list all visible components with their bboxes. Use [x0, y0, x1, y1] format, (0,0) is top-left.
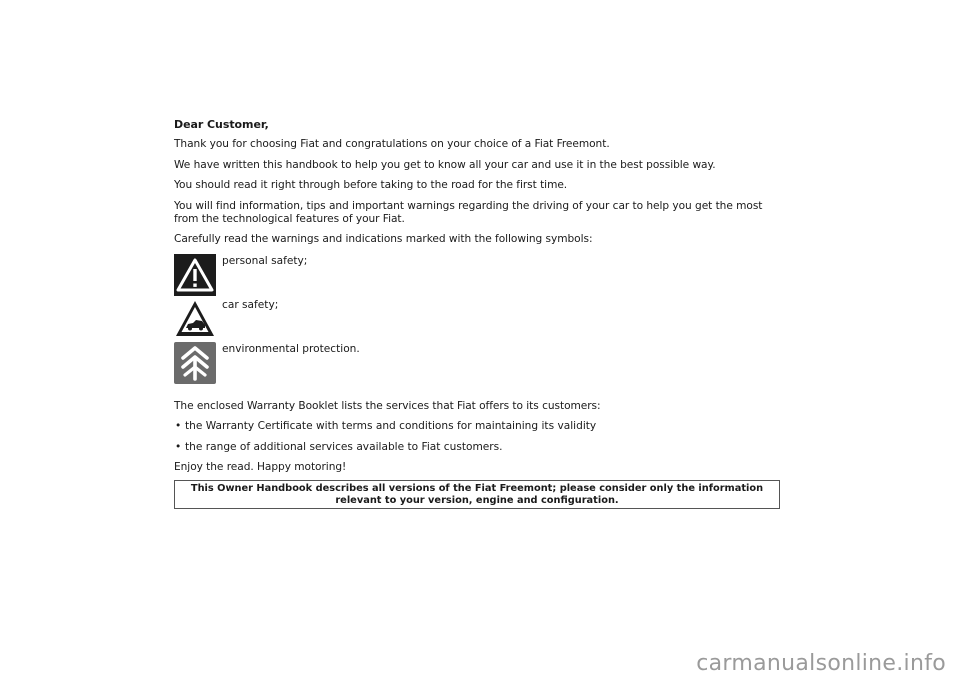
personal-safety-warning-icon	[174, 254, 216, 296]
bullet-marker: •	[175, 440, 182, 453]
paragraph-read-first: You should read it right through before taking to the road for the first time.	[174, 179, 568, 191]
warranty-services-list	[174, 420, 784, 454]
paragraph-information: You will find information, tips and important warnings regarding the driving of your car to help you get the most from the technological features of your Fiat.	[174, 199, 763, 225]
paragraph-warranty-intro: The enclosed Warranty Booklet lists the services that Fiat offers to its customers:	[174, 399, 601, 412]
list-item-text: the range of additional services available to Fiat customers.	[185, 440, 503, 453]
list-item	[174, 420, 784, 433]
symbol-environmental-protection	[174, 342, 784, 386]
closing-line: Enjoy the read. Happy motoring!	[174, 461, 347, 473]
symbols-list	[174, 254, 784, 386]
paragraph-symbols-intro: Carefully read the warnings and indications marked with the following symbols:	[174, 233, 593, 245]
symbol-label: car safety;	[222, 298, 279, 311]
greeting: Dear Customer,	[174, 118, 269, 131]
car-safety-warning-icon	[174, 298, 216, 340]
list-item	[174, 441, 784, 454]
symbol-label: environmental protection.	[222, 342, 360, 355]
symbol-car-safety	[174, 298, 784, 342]
handbook-notice-box: This Owner Handbook describes all versions of the Fiat Freemont; please consider only the information relevant to your version, engine and configuration.	[174, 480, 780, 509]
environmental-protection-icon	[174, 342, 216, 384]
letter-body	[174, 118, 784, 482]
paragraph-purpose: We have written this handbook to help you get to know all your car and use it in the best possible way.	[174, 158, 716, 171]
symbol-label: personal safety;	[222, 254, 308, 267]
watermark: carmanualsonline.info	[696, 651, 946, 676]
list-item-text: the Warranty Certificate with terms and conditions for maintaining its validity	[185, 420, 597, 432]
bullet-marker: •	[175, 420, 182, 432]
symbol-personal-safety	[174, 254, 784, 298]
paragraph-thanks: Thank you for choosing Fiat and congratulations on your choice of a Fiat Freemont.	[174, 138, 610, 150]
